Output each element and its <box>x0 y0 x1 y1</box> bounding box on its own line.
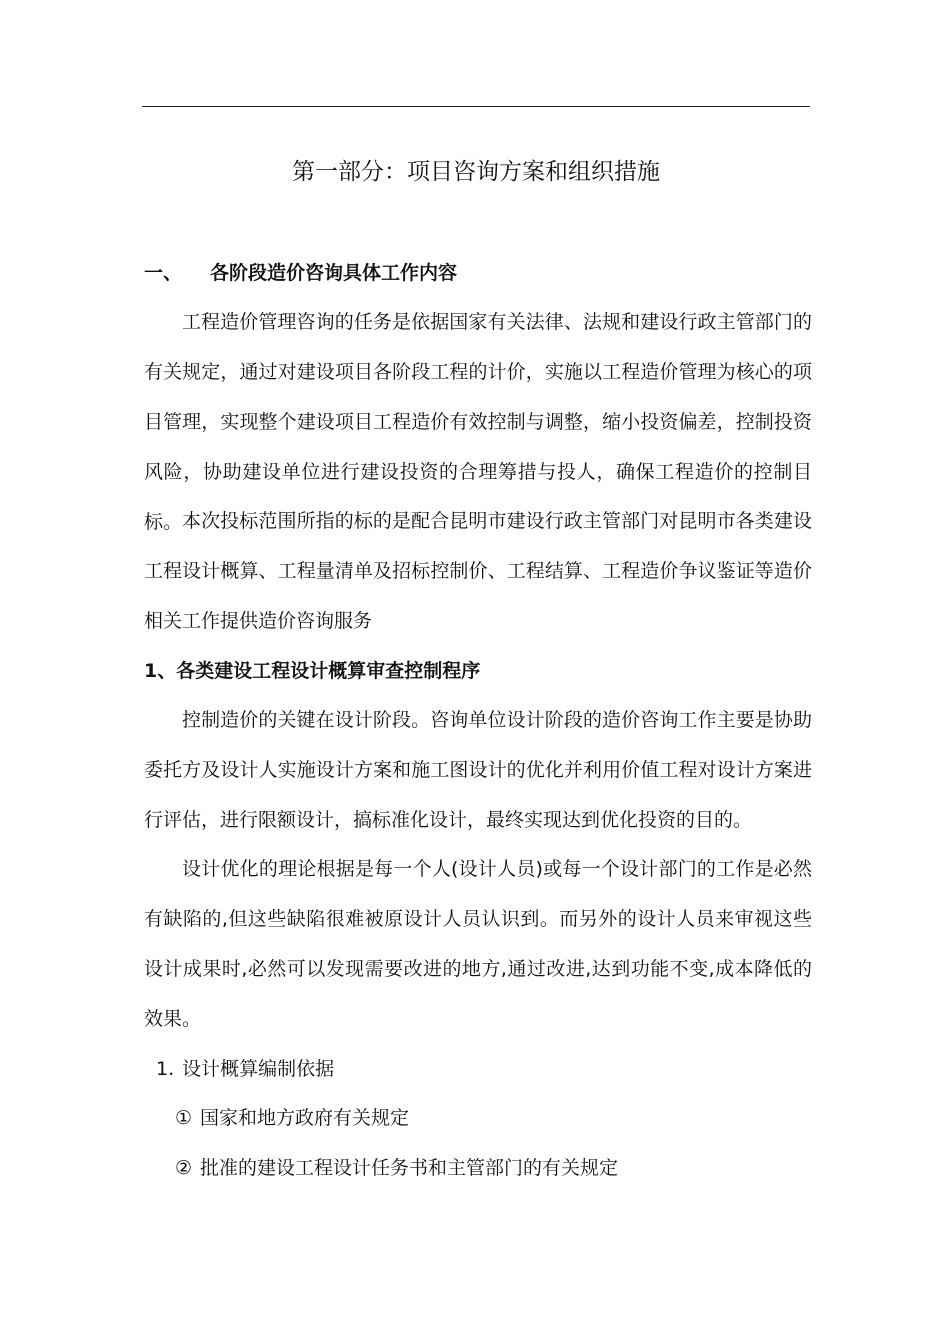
list-item-text: 批准的建设工程设计任务书和主管部门的有关规定 <box>200 1157 619 1179</box>
list-item <box>175 1103 409 1133</box>
list-marker: 1. <box>156 1058 175 1080</box>
list-item-text: 设计概算编制依据 <box>182 1058 335 1080</box>
section-heading <box>144 258 457 288</box>
list-item <box>156 1054 334 1084</box>
list-item <box>175 1153 618 1183</box>
paragraph-design-optimization: 设计优化的理论根据是每一个人(设计人员)或每一个设计部门的工作是必然有缺陷的,但这些缺陷很难被原设计人员认识到。而另外的设计人员来审视这些设计成果时,必然可以发现需要改进的地方,通过改进,达到功能不变,成本降低的效果。 <box>144 858 812 1030</box>
page-title: 第一部分：项目咨询方案和组织措施 <box>292 159 660 185</box>
paragraph-task: 工程造价管理咨询的任务是依据国家有关法律、法规和建设行政主管部门的有关规定，通过对建设项目各阶段工程的计价，实施以工程造价管理为核心的项目管理，实现整个建设项目工程造价有效控制与调整，缩小投资偏差，控制投资风险，协助建设单位进行建设投资的合理筹措与投人，确保工程造价的控制目标。 <box>144 311 812 533</box>
list-marker: ② <box>175 1157 193 1179</box>
paragraph-scope: 本次投标范围所指的标的是配合昆明市建设行政主管部门对昆明市各类建设工程设计概算、工程量清单及招标控制价、工程结算、工程造价争议鉴证等造价相关工作提供造价咨询服务 <box>144 510 812 632</box>
list-marker: ① <box>175 1107 193 1129</box>
subsection-heading: 1、各类建设工程设计概算审查控制程序 <box>144 660 481 682</box>
list-item-text: 国家和地方政府有关规定 <box>200 1107 410 1129</box>
section-number: 一、 <box>144 262 183 284</box>
section-heading-text: 各阶段造价咨询具体工作内容 <box>210 262 458 284</box>
header-rule <box>142 106 810 107</box>
paragraph-design-control: 控制造价的关键在设计阶段。咨询单位设计阶段的造价咨询工作主要是协助委托方及设计人实施设计方案和施工图设计的优化并利用价值工程对设计方案进行评估，进行限额设计，搞标准化设计，最终实现达到优化投资的目的。 <box>144 709 812 831</box>
